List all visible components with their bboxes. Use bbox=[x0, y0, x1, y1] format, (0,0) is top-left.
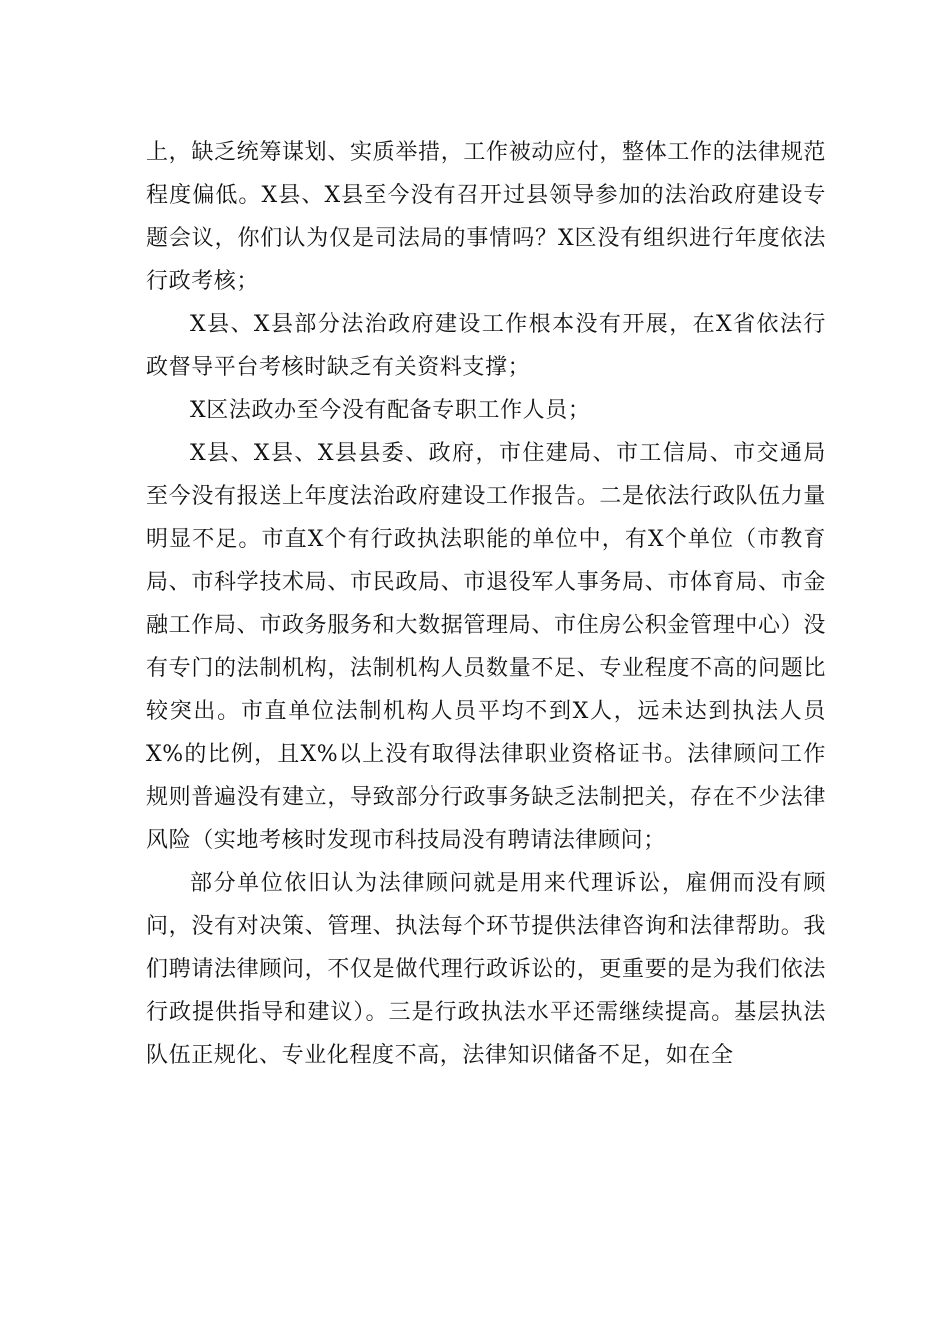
paragraph-4: X县、X县、X县县委、政府，市住建局、市工信局、市交通局至今没有报送上年度法治政府建设工作报告。二是依法行政队伍力量明显不足。市直X个有行政执法职能的单位中，有X个单位（市教育局、市科学技术局、市民政局、市退役军人事务局、市体育局、市金融工作局、市政务服务和大数据管理局、市住房公积金管理中心）没有专门的法制机构，法制机构人员数量不足、专业程度不高的问题比较突出。市直单位法制机构人员平均不到X人，远未达到执法人员X%的比例，且X%以上没有取得法律职业资格证书。法律顾问工作规则普遍没有建立，导致部分行政事务缺乏法制把关，存在不少法律风险（实地考核时发现市科技局没有聘请法律顾问； bbox=[146, 441, 826, 853]
body-text bbox=[146, 131, 826, 1077]
paragraph-5: 部分单位依旧认为法律顾问就是用来代理诉讼，雇佣而没有顾问，没有对决策、管理、执法每个环节提供法律咨询和法律帮助。我们聘请法律顾问，不仅是做代理行政诉讼的，更重要的是为我们依法行政提供指导和建议）。三是行政执法水平还需继续提高。基层执法队伍正规化、专业化程度不高，法律知识储备不足，如在全 bbox=[146, 871, 826, 1068]
paragraph-1: 上，缺乏统筹谋划、实质举措，工作被动应付，整体工作的法律规范程度偏低。X县、X县至今没有召开过县领导参加的法治政府建设专题会议，你们认为仅是司法局的事情吗？X区没有组织进行年度依法行政考核； bbox=[146, 140, 826, 294]
paragraph-2: X县、X县部分法治政府建设工作根本没有开展，在X省依法行政督导平台考核时缺乏有关资料支撑； bbox=[146, 312, 826, 380]
paragraph-3: X区法政办至今没有配备专职工作人员； bbox=[190, 398, 591, 423]
